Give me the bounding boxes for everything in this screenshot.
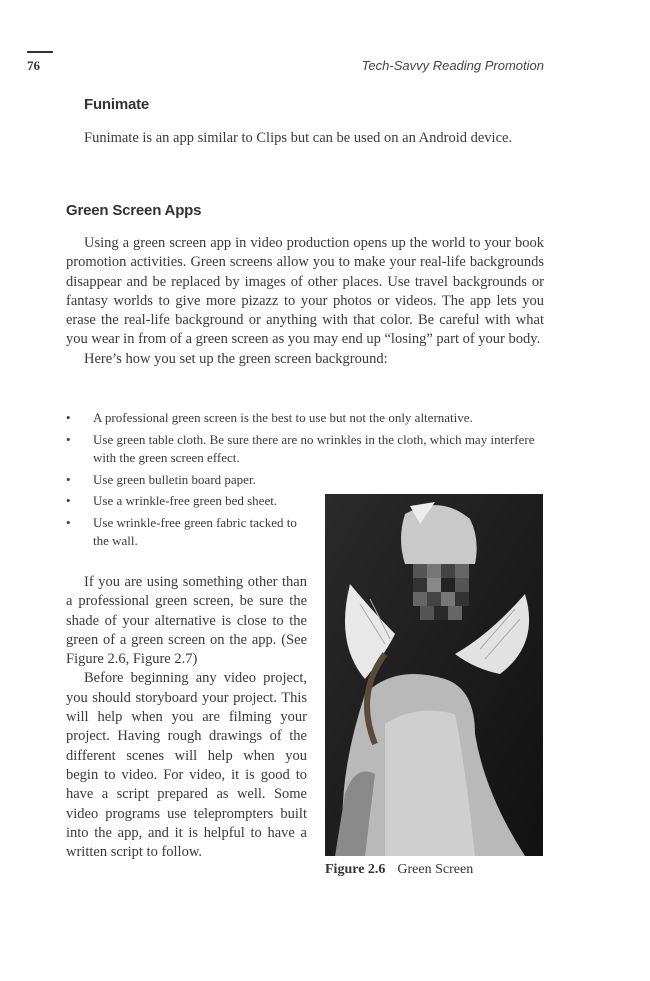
- page-number: 76: [27, 58, 40, 73]
- green-screen-intro: [66, 234, 544, 369]
- bullet-icon: •: [66, 514, 71, 530]
- funimate-paragraph: [66, 129, 544, 148]
- bullet-icon: •: [66, 471, 71, 487]
- list-item: • Use wrinkle-free green fabric tacked to the wall.: [66, 514, 297, 548]
- green-screen-paragraph-2: Here’s how you set up the green screen background:: [84, 350, 388, 367]
- green-screen-paragraph-3: If you are using something other than a professional green screen, be sure the shade of your alternative is close to the green of a green screen on the app. (See Figure 2.6, Figure 2.7): [66, 574, 307, 668]
- bullet-icon: •: [66, 431, 71, 447]
- bullet-icon: •: [66, 410, 71, 425]
- list-item: • Use green bulletin board paper.: [66, 471, 546, 490]
- list-item: • Use green table cloth. Be sure there are no wrinkles in the cloth, which may interfere with the green screen effect.: [66, 431, 535, 465]
- figure-photo-graphic: [325, 494, 543, 856]
- figure-label: Figure 2.6: [325, 862, 386, 877]
- bullet-icon: •: [66, 493, 71, 508]
- left-column-text: [66, 573, 307, 862]
- list-item: • Use a wrinkle-free green bed sheet.: [66, 492, 546, 511]
- header-rule: [27, 51, 53, 53]
- funimate-text: Funimate is an app similar to Clips but can be used on an Android device.: [84, 130, 513, 146]
- figure-caption-text: Green Screen: [397, 862, 474, 877]
- green-screen-paragraph-4: Before beginning any video project, you should storyboard your project. This will help when you are filming your project. Having rough drawings of the different scenes will help when you begin to video. For video, it is good to have a script prepared as well. Some video programs use teleprompters built into the app, and it is helpful to have a written script to follow.: [66, 670, 307, 861]
- figure-caption: [325, 862, 473, 878]
- funimate-heading: Funimate: [84, 96, 150, 113]
- green-screen-heading: Green Screen Apps: [66, 202, 202, 219]
- green-screen-paragraph-1: Using a green screen app in video production opens up the world to your book promotion activities. Green screens allow you to make your real-life backgrounds disappear and be replaced by images of other places. Use travel backgrounds or fantasy worlds to give more pizazz to your photos or videos. The app lets you erase the real-life background or anything with that color. Be careful with what you wear in from of a green screen as you may end up “losing” part of your body.: [66, 235, 544, 348]
- figure-photo: [325, 494, 543, 856]
- list-item: • A professional green screen is the best to use but not the only alternative.: [66, 409, 546, 428]
- running-head: Tech-Savvy Reading Promotion: [361, 58, 544, 73]
